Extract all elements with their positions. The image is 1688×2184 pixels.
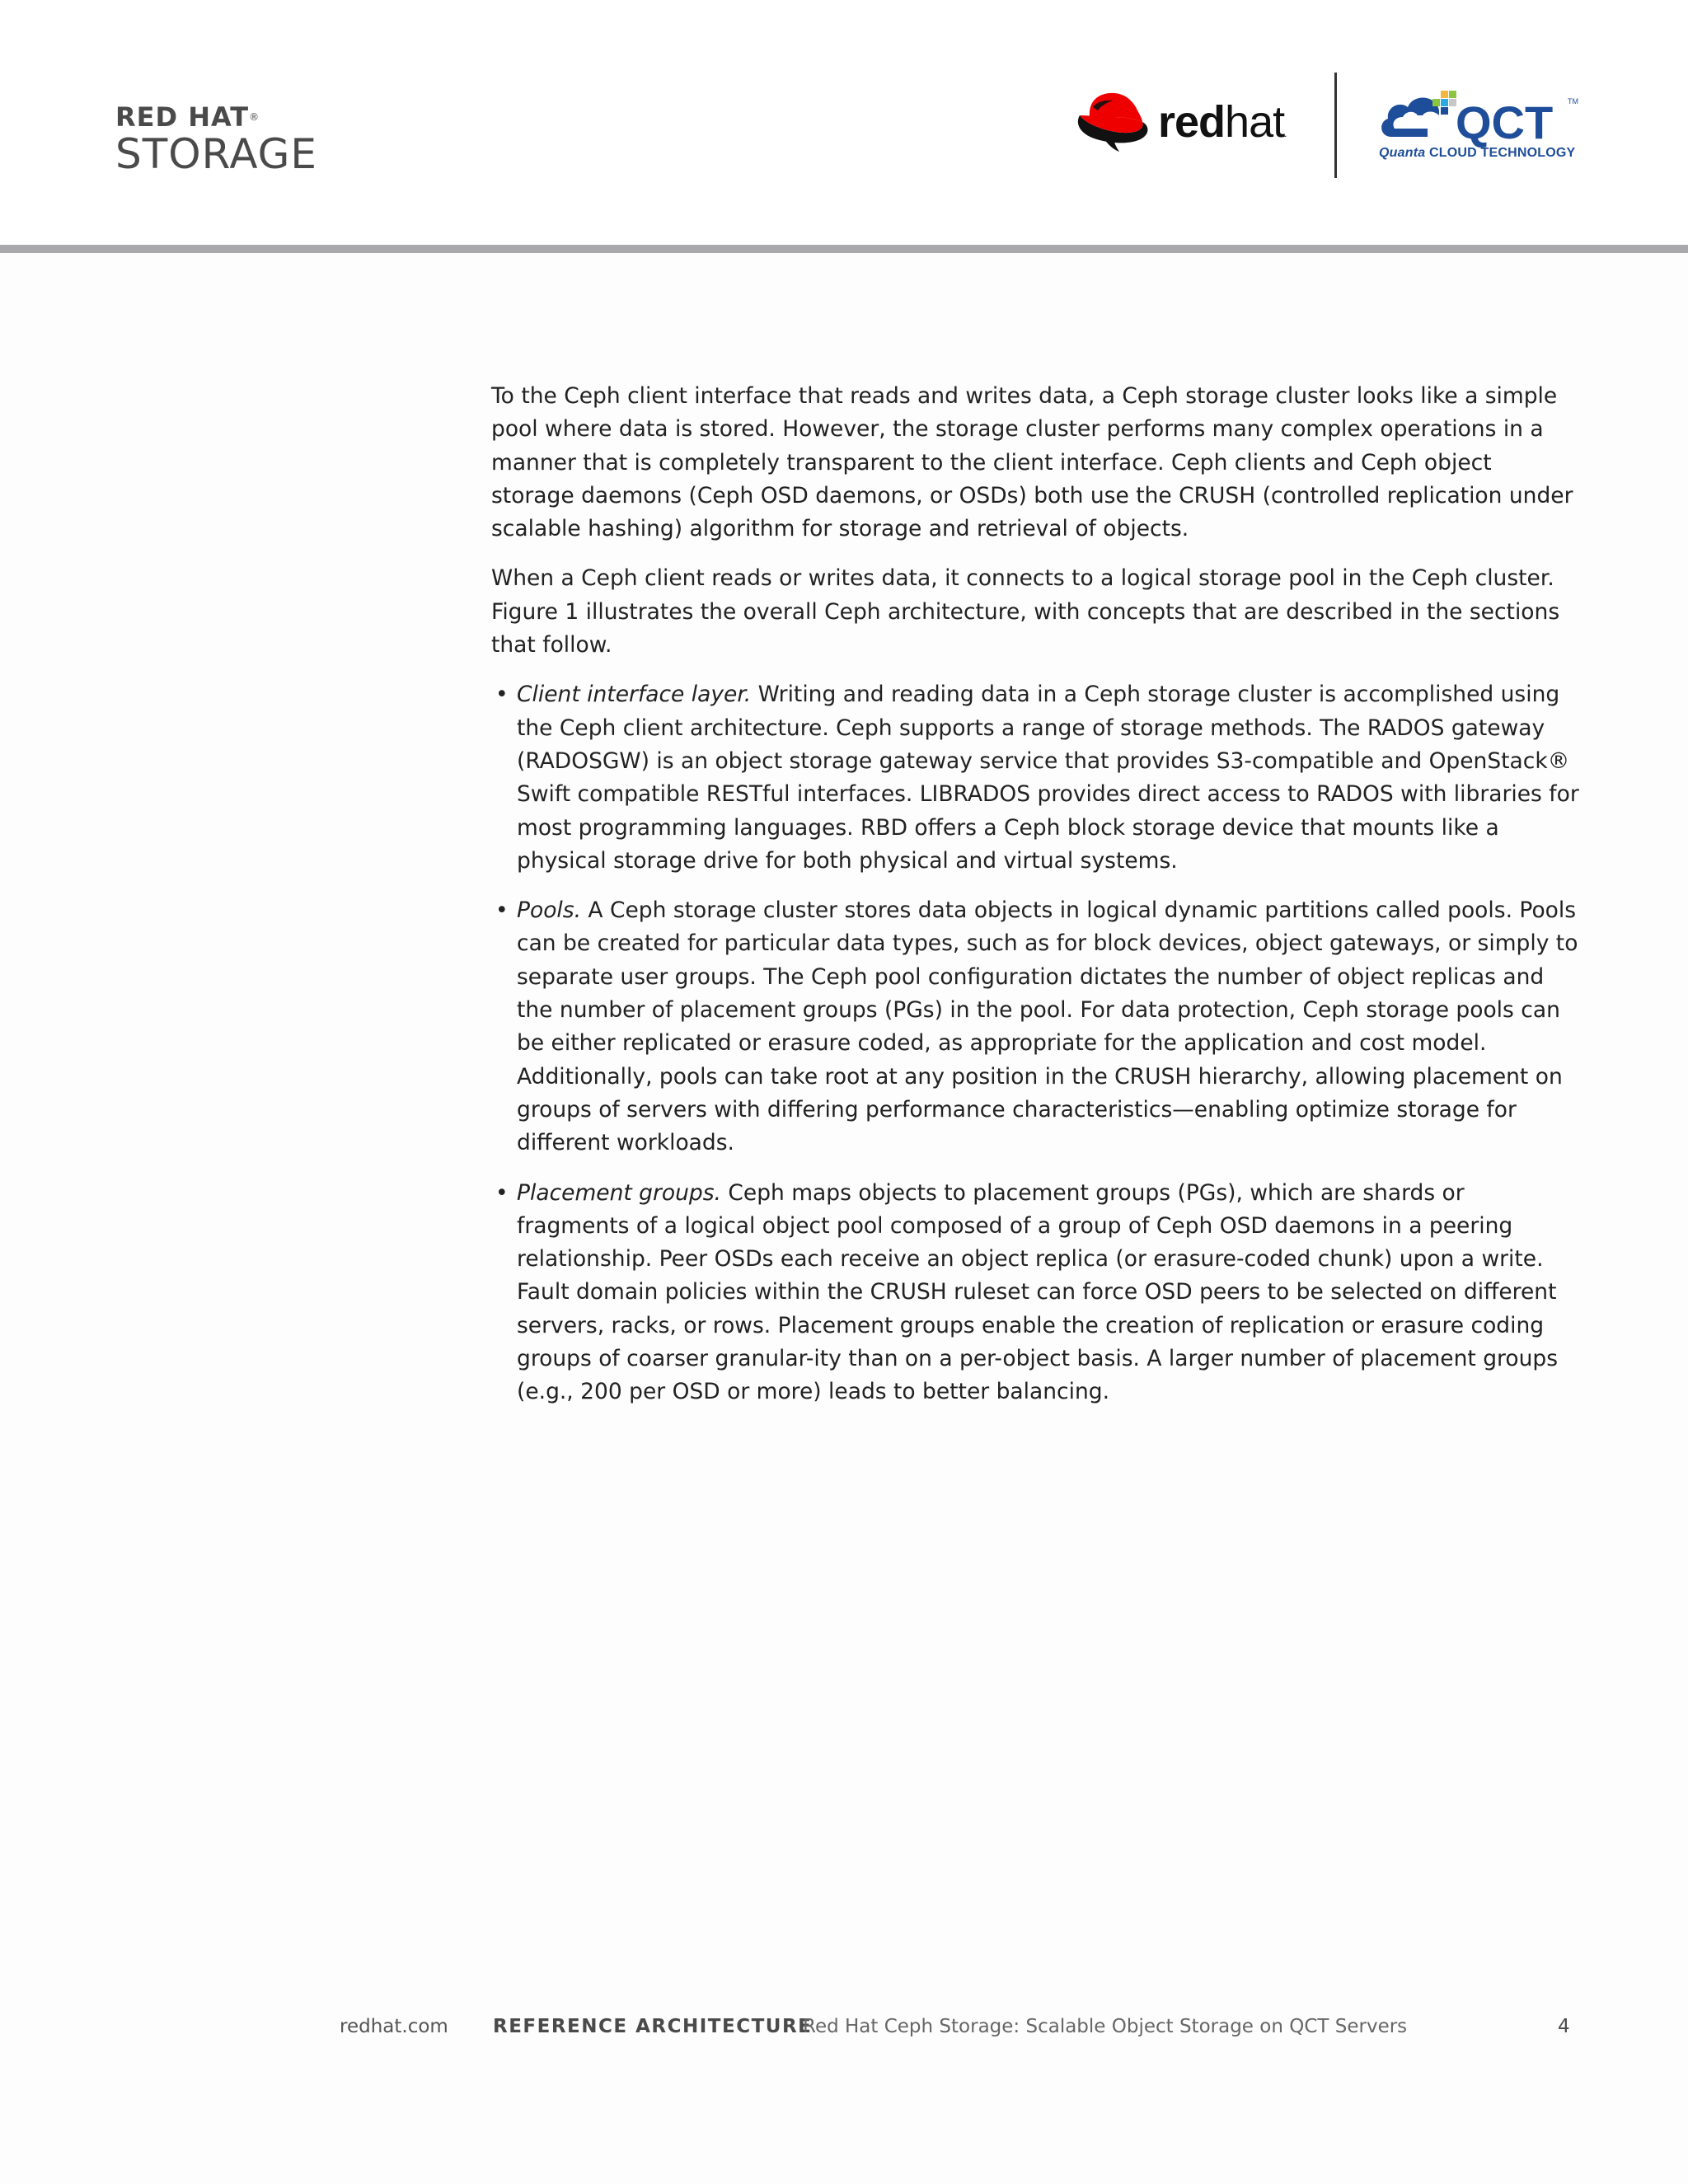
bullet-dot: • [495, 898, 509, 924]
redhat-wordmark: redhat. [1158, 97, 1287, 147]
bullet-text: A Ceph storage cluster stores data objects in logical dynamic partitions called pools. Pools can be created for particular data types, such as for block devices, object gateways, or simply to separate user groups. The Ceph pool configuration dictates the number of object replicas and the number of placement groups (PGs) in the pool. For data protection, Ceph storage pools can be either replicated or erasure coded, as appropriate for the application and cost model. Additionally, pools can take root at any position in the CRUSH hierarchy, allowing placement on groups of servers with differing performance characteristics—enabling optimize storage for different workloads. [517, 898, 1578, 1156]
brand-registered-mark: ® [249, 111, 260, 123]
bullet-text: Ceph maps objects to placement groups (PGs), which are shards or fragments of a logical object pool composed of a group of Ceph OSD daemons in a peering relationship. Peer OSDs each receive an object replica (or erasure-coded chunk) upon a write. Fault domain policies within the CRUSH ruleset can force OSD peers to be selected on different servers, racks, or rows. Placement groups enable the creation of replication or erasure coding groups of coarser granular-ity than on a per-object basis. A larger number of placement groups (e.g., 200 per OSD or more) leads to better balancing. [517, 1179, 1558, 1405]
concept-list [491, 678, 1579, 1408]
qct-trademark: TM [1568, 97, 1578, 105]
footer-document-title: Red Hat Ceph Storage: Scalable Object Storage on QCT Servers [803, 2016, 1408, 2037]
page-number: 4 [1558, 2016, 1570, 2037]
intro-paragraph: To the Ceph client interface that reads and writes data, a Ceph storage cluster looks like a simple pool where data is stored. However, the storage cluster performs many complex operations in a manner that is completely transparent to the client interface. Ceph clients and Ceph object storage daemons (Ceph OSD daemons, or OSDs) both use the CRUSH (controlled replication under scalable hashing) algorithm for storage and retrieval of objects. [491, 383, 1573, 542]
bullet-term: Pools. [517, 898, 581, 924]
page-footer [0, 2016, 1688, 2041]
qct-wordmark: QCT [1456, 96, 1554, 148]
page-header [0, 0, 1688, 247]
footer-site-link[interactable]: redhat.com [340, 2016, 448, 2037]
bullet-dot: • [495, 1179, 509, 1206]
qct-tagline: Quanta CLOUD TECHNOLOGY [1379, 146, 1576, 160]
red-hat-storage-brand [115, 102, 317, 176]
list-item-pools [491, 894, 1579, 1160]
architecture-paragraph: When a Ceph client reads or writes data, it connects to a logical storage pool in the Ceph cluster. Figure 1 illustrates the overall Ceph architecture, with concepts that are described in the sections that follow. [491, 565, 1560, 658]
bullet-dot: • [495, 682, 509, 708]
list-item-placement-groups [491, 1177, 1579, 1409]
qct-cloud-icon [1381, 91, 1456, 137]
brand-line2: STORAGE [115, 130, 318, 178]
header-divider-rule [0, 245, 1688, 253]
main-content [491, 380, 1579, 1426]
list-item-client-interface-layer [491, 678, 1579, 878]
bullet-text: Writing and reading data in a Ceph storage cluster is accomplished using the Ceph client architecture. Ceph supports a range of storage methods. The RADOS gateway (RADOSGW) is an object storage gateway service that provides S3-compatible and OpenStack® Swift compatible RESTful interfaces. LIBRADOS provides direct access to RADOS with libraries for most programming languages. RBD offers a Ceph block storage device that mounts like a physical storage drive for both physical and virtual systems. [517, 682, 1579, 874]
bullet-term: Client interface layer. [517, 682, 752, 708]
shadowman-icon [1078, 93, 1148, 152]
logo-divider [1334, 73, 1337, 178]
footer-section-label: REFERENCE ARCHITECTURE [493, 2016, 813, 2037]
bullet-term: Placement groups. [517, 1179, 721, 1206]
brand-line1: RED HAT [115, 101, 250, 133]
